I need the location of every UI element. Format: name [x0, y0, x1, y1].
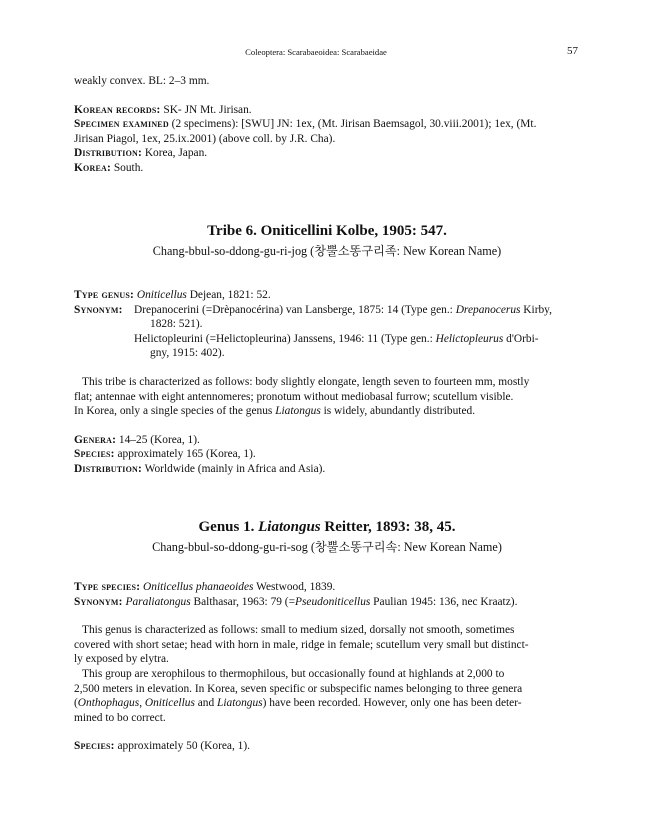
ecology-text-d: ) have been recorded. However, only one has been deter-: [262, 697, 522, 710]
ecology-text-a: (: [74, 697, 78, 710]
tribe-desc-genus: Liatongus: [275, 405, 321, 418]
tribe-distribution: [74, 462, 580, 477]
genus-ecology-line-4: mined to bo correct.: [74, 711, 166, 724]
tribe-subtitle: Chang-bbul-so-ddong-gu-ri-jog (창뿔소똥구리족: New Korean Name): [152, 244, 502, 258]
tribe-desc-text-b: is widely, abundantly distributed.: [320, 405, 476, 418]
ecology-genus-1: Onthophagus: [77, 697, 140, 710]
tribe-heading: [74, 222, 580, 259]
synonym-1-text-b: Kirby,: [520, 303, 552, 316]
synonym-1-text-a: Drepanocerini (=Drèpanocérina) van Lansberge, 1875: 14 (Type gen.:: [134, 303, 456, 316]
genus-subtitle: Chang-bbul-so-ddong-gu-ri-sog (창뿔소똥구리속: New Korean Name): [152, 540, 502, 554]
synonym-1-line-2: 1828: 521).: [150, 318, 203, 331]
korea: [74, 161, 580, 176]
korea-text: South.: [110, 161, 144, 174]
genus-species-label: Species:: [74, 740, 115, 753]
genus-synonym: [74, 595, 580, 610]
synonym-label: Synonym:: [74, 303, 123, 316]
genus-ecology-line-3: [74, 696, 580, 711]
synonym-2-line-2: gny, 1915: 402).: [150, 347, 225, 360]
genus-title-prefix: Genus 1.: [198, 519, 259, 535]
tribe-desc-line-1: This tribe is characterized as follows: body slightly elongate, length seven to fourteen mm, mostly: [82, 375, 530, 388]
tribe-distribution-label: Distribution:: [74, 462, 142, 475]
type-species: [74, 580, 580, 595]
ecology-text-c: and: [194, 697, 218, 710]
tribe-description: [74, 375, 580, 419]
type-genus-label: Type genus:: [74, 289, 135, 301]
synonym-2-text-a: Helictopleurini (=Helictopleurina) Janssens, 1946: 11 (Type gen.:: [134, 332, 436, 345]
running-head-title: Coleoptera: Scarabaeoidea: Scarabaeidae: [245, 47, 387, 57]
genus-synonym-text-2: Paulian 1945: 136, nec Kraatz).: [370, 595, 518, 608]
genus-title-name: Liatongus: [258, 519, 321, 535]
specimen-examined: [74, 117, 580, 132]
type-species-name: Oniticellus phanaeoides: [143, 581, 254, 593]
genus-title: [74, 518, 580, 537]
synonym-2-genus: Helictopleurus: [435, 332, 504, 345]
genus-desc-line-1: This genus is characterized as follows: small to medium sized, dorsally not smooth, sometimes: [82, 624, 515, 637]
distribution: [74, 146, 580, 161]
synonym-1-line-1: [134, 303, 580, 318]
genus-synonym-text-1: Balthasar, 1963: 79 (=: [190, 595, 296, 608]
synonym-list: [134, 303, 580, 361]
synonym-2-text-b: d'Orbi-: [503, 332, 539, 345]
tribe-distribution-text: Worldwide (mainly in Africa and Asia).: [141, 462, 326, 475]
type-genus: [74, 288, 580, 303]
genus-desc-line-3: ly exposed by elytra.: [74, 653, 169, 666]
synonym-entry: [74, 303, 580, 361]
ecology-text-b: ,: [139, 697, 145, 710]
korean-records: [74, 103, 580, 118]
synonym-2-line-1: [134, 332, 580, 347]
genera-label: Genera:: [74, 433, 117, 446]
genus-synonym-label: Synonym:: [74, 595, 123, 608]
korean-records-text: SK- JN Mt. Jirisan.: [160, 103, 252, 116]
genus-ecology-line-1: This group are xerophilous to thermophilous, but occasionally found at highlands at 2,000 to: [82, 667, 505, 680]
genus-species-count: [74, 739, 580, 754]
genus-ecology-line-2: 2,500 meters in elevation. In Korea, seven specific or subspecific names belonging to three genera: [74, 682, 523, 695]
genus-title-suffix: Reitter, 1893: 38, 45.: [320, 519, 456, 535]
tribe-desc-line-3: [74, 404, 580, 419]
ecology-genus-3: Liatongus: [217, 697, 263, 710]
synonym-1-genus: Drepanocerus: [455, 303, 521, 316]
specimen-label: Specimen examined: [74, 118, 169, 131]
tribe-desc-line-2: flat; antennae with eight antennomeres; pronotum without mediobasal furrow; scutellum visible.: [74, 390, 514, 403]
tribe-desc-text-a: In Korea, only a single species of the genus: [74, 405, 276, 418]
distribution-text: Korea, Japan.: [141, 147, 208, 160]
korea-label: Korea:: [74, 161, 111, 174]
genus-section: [74, 580, 580, 754]
top-section: [74, 74, 580, 176]
type-species-label: Type species:: [74, 581, 141, 593]
genus-species-text: approximately 50 (Korea, 1).: [114, 740, 251, 753]
type-genus-name: Oniticellus: [136, 289, 187, 301]
species-label: Species:: [74, 448, 115, 461]
species-text: approximately 165 (Korea, 1).: [114, 448, 256, 461]
genus-synonym-name-2: Pseudoniticellus: [295, 595, 371, 608]
type-genus-text: Dejean, 1821: 52.: [186, 289, 271, 301]
distribution-label: Distribution:: [74, 147, 142, 160]
genera-text: 14–25 (Korea, 1).: [116, 433, 200, 446]
tribe-section: [74, 288, 580, 477]
page-number: 57: [567, 45, 578, 57]
genus-description: [74, 623, 580, 725]
type-species-text: Westwood, 1839.: [253, 581, 336, 593]
ecology-genus-2: Oniticellus: [144, 697, 195, 710]
continued-text: weakly convex. BL: 2–3 mm.: [74, 75, 210, 87]
specimen-text-2: Jirisan Piagol, 1ex, 25.ix.2001) (above coll. by J.R. Cha).: [74, 132, 336, 145]
korean-records-label: Korean records:: [74, 103, 161, 116]
genus-synonym-name-1: Paraliatongus: [125, 595, 191, 608]
genus-heading: [74, 518, 580, 555]
genus-desc-line-2: covered with short setae; head with horn in male, ridge in female; scutellum very small but distinct-: [74, 638, 529, 651]
specimen-text-1: (2 specimens): [SWU] JN: 1ex, (Mt. Jirisan Baemsagol, 30.viii.2001); 1ex, (Mt.: [168, 118, 537, 131]
running-head: [0, 44, 652, 58]
tribe-title: Tribe 6. Oniticellini Kolbe, 1905: 547.: [207, 223, 447, 239]
genera-count: [74, 433, 580, 448]
species-count: [74, 447, 580, 462]
